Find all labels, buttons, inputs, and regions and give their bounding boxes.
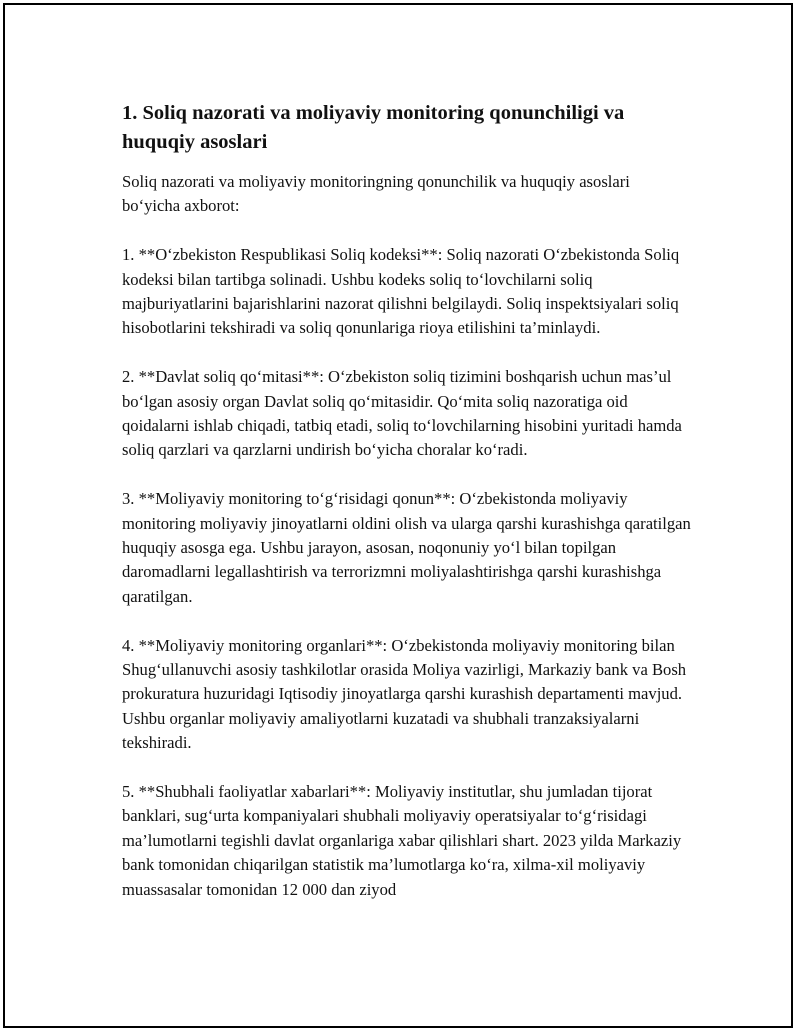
intro-paragraph: Soliq nazorati va moliyaviy monitoringning qonunchilik va huquqiy asoslari bo‘yicha axborot: <box>122 172 630 216</box>
list-item-monitoring-bodies: 4. **Moliyaviy monitoring organlari**: O‘zbekistonda moliyaviy monitoring bilan Shug‘ullanuvchi asosiy tashkilotlar orasida Moliya vazirligi, Markaziy bank va Bosh prokuratura huzuridagi Iqtisodiy jinoyatlarga qarshi kurashish departamenti mavjud. Ushbu organlar moliyaviy amaliyotlarni kuzatadi va shubhali tranzaksiyalarni tekshiradi. <box>122 635 687 753</box>
list-item-suspicious-reports: 5. **Shubhali faoliyatlar xabarlari**: Moliyaviy institutlar, shu jumladan tijorat banklari, sug‘urta kompaniyalari shubhali moliyaviy operatsiyalar to‘g‘risidagi ma’lumotlarni tegishli davlat organlariga xabar qilishlari shart. 2023 yilda Markaziy bank tomonidan chiqarilgan statistik ma’lumotlarga ko‘ra, xilma-xil moliyaviy muassasalar tomonidan 12 000 dan ziyod <box>122 782 682 899</box>
document-body <box>122 99 692 927</box>
list-item-monitoring-law: 3. **Moliyaviy monitoring to‘g‘risidagi qonun**: O‘zbekistonda moliyaviy monitoring moliyaviy jinoyatlarni oldini olish va ularga qarshi kurashishga qaratilgan huquqiy asosga ega. Ushbu jarayon, asosan, noqonuniy yo‘l bilan topilgan daromadlarni legallashtirish va terrorizmni moliyalashtirishga qarshi kurashishga qaratilgan. <box>122 489 691 606</box>
document-page <box>3 3 793 1028</box>
section-heading: 1. Soliq nazorati va moliyaviy monitoring qonunchiligi va huquqiy asoslari <box>122 102 625 153</box>
list-item-tax-code: 1. **O‘zbekiston Respublikasi Soliq kodeksi**: Soliq nazorati O‘zbekistonda Soliq kodeksi bilan tartibga solinadi. Ushbu kodeks soliq to‘lovchilarni soliq majburiyatlarini bajarishlarini nazorat qilishni belgilaydi. Soliq inspektsiyalari soliq hisobotlarini tekshiradi va soliq qonunlariga rioya etilishini ta’minlaydi. <box>122 245 680 338</box>
list-item-tax-committee: 2. **Davlat soliq qo‘mitasi**: O‘zbekiston soliq tizimini boshqarish uchun mas’ul bo‘lgan asosiy organ Davlat soliq qo‘mitasidir. Qo‘mita soliq nazoratiga oid qoidalarni ishlab chiqadi, tatbiq etadi, soliq to‘lovchilarning hisobini yuritadi hamda soliq qarzlari va qarzlarni undirish bo‘yicha choralar ko‘radi. <box>122 367 682 460</box>
